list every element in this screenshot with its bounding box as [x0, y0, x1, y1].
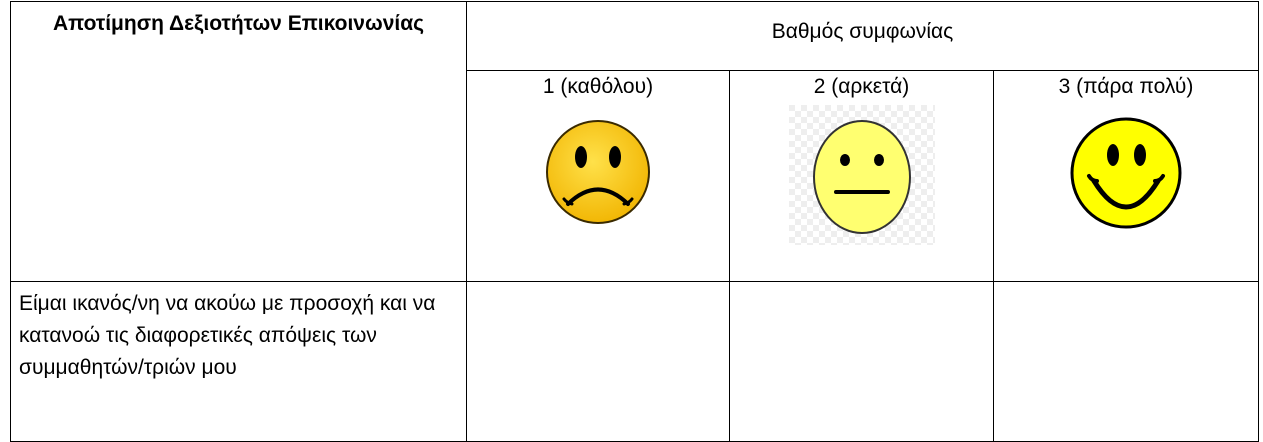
agreement-header-cell — [467, 2, 1259, 71]
level-3-cell — [994, 71, 1259, 282]
neutral-face-icon — [789, 105, 935, 245]
level-1-label: 1 (καθόλου) — [542, 75, 654, 99]
rating-cell-2[interactable] — [730, 282, 994, 442]
level-1-cell — [467, 71, 730, 282]
statement-cell — [11, 282, 467, 442]
sad-face-icon — [543, 117, 653, 227]
agreement-header: Βαθμός συμφωνίας — [771, 20, 954, 44]
happy-face-icon — [1068, 115, 1184, 231]
level-2-label: 2 (αρκετά) — [813, 75, 910, 99]
title-cell — [11, 2, 467, 282]
statement-text: Είμαι ικανός/νη να ακούω με προσοχή και να κατανοώ τις διαφορετικές απόψεις των συμμαθητών/τριών μου — [19, 292, 436, 379]
rating-cell-1[interactable] — [467, 282, 730, 442]
table-title: Αποτίμηση Δεξιοτήτων Επικοινωνίας — [52, 12, 425, 35]
communication-skills-table — [10, 1, 1259, 442]
rating-cell-3[interactable] — [994, 282, 1259, 442]
level-2-cell — [730, 71, 994, 282]
level-3-label: 3 (πάρα πολύ) — [1058, 75, 1194, 99]
